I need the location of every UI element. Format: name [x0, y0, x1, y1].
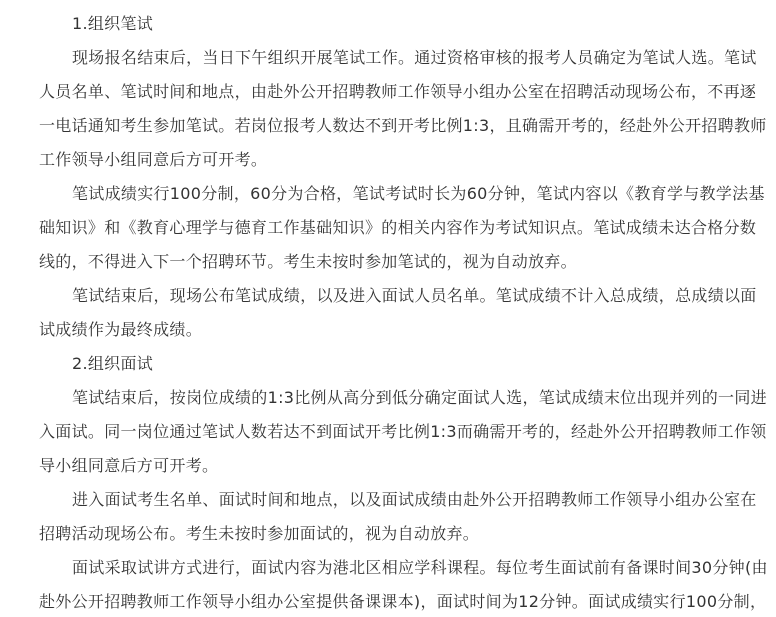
paragraph-line: 线的，不得进入下一个招聘环节。考生未按时参加笔试的，视为自动放弃。 — [39, 252, 577, 271]
paragraph-line: 一电话通知考生参加笔试。若岗位报考人数达不到开考比例1:3，且确需开考的，经赴外公开招聘教师 — [39, 116, 767, 135]
paragraph-line: 础知识》和《教育心理学与德育工作基础知识》的相关内容作为考试知识点。笔试成绩未达合格分数 — [39, 218, 757, 237]
paragraph-line: 面试采取试讲方式进行，面试内容为港北区相应学科课程。每位考生面试前有备课时间30分钟(由 — [72, 558, 768, 577]
paragraph-line: 赴外公开招聘教师工作领导小组办公室提供备课课本)，面试时间为12分钟。面试成绩实行100分制， — [39, 592, 767, 611]
section-heading-written-exam: 1.组织笔试 — [72, 14, 154, 33]
section-heading-interview: 2.组织面试 — [72, 354, 154, 373]
paragraph-line: 导小组同意后方可开考。 — [39, 456, 219, 475]
paragraph-line: 笔试结束后，现场公布笔试成绩，以及进入面试人员名单。笔试成绩不计入总成绩，总成绩以面 — [72, 286, 757, 305]
paragraph-line: 试成绩作为最终成绩。 — [39, 320, 203, 339]
paragraph-line: 招聘活动现场公布。考生未按时参加面试的，视为自动放弃。 — [39, 524, 480, 543]
paragraph-line: 笔试成绩实行100分制，60分为合格，笔试考试时长为60分钟，笔试内容以《教育学与教学法基 — [72, 184, 765, 203]
paragraph-line: 笔试结束后，按岗位成绩的1:3比例从高分到低分确定面试人选，笔试成绩末位出现并列的一同进 — [72, 388, 767, 407]
paragraph-line: 入面试。同一岗位通过笔试人数若达不到面试开考比例1:3而确需开考的，经赴外公开招聘教师工作领 — [39, 422, 767, 441]
paragraph-line: 工作领导小组同意后方可开考。 — [39, 150, 268, 169]
paragraph-line: 进入面试考生名单、面试时间和地点，以及面试成绩由赴外公开招聘教师工作领导小组办公室在 — [72, 490, 757, 509]
paragraph-line: 现场报名结束后，当日下午组织开展笔试工作。通过资格审核的报考人员确定为笔试人选。笔试 — [72, 48, 757, 67]
paragraph-line: 人员名单、笔试时间和地点，由赴外公开招聘教师工作领导小组办公室在招聘活动现场公布，不再逐 — [39, 82, 757, 101]
